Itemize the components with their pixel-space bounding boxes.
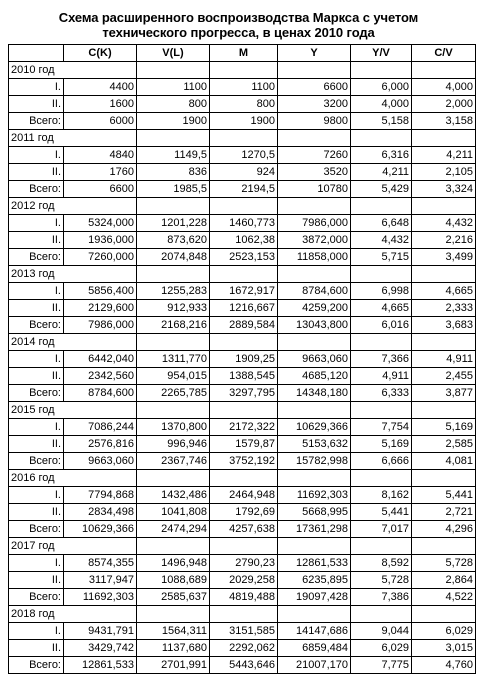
empty-cell[interactable] xyxy=(278,130,351,147)
value-cell-c[interactable]: 12861,533 xyxy=(64,657,137,674)
empty-cell[interactable] xyxy=(351,538,412,555)
empty-cell[interactable] xyxy=(210,266,278,283)
header-cell-y[interactable]: Y xyxy=(278,45,351,62)
value-cell-m[interactable]: 1460,773 xyxy=(210,215,278,232)
value-cell-m[interactable]: 3151,585 xyxy=(210,623,278,640)
value-cell-m[interactable]: 2194,5 xyxy=(210,181,278,198)
value-cell-y[interactable]: 3520 xyxy=(278,164,351,181)
value-cell-yv[interactable]: 7,386 xyxy=(351,589,412,606)
value-cell-v[interactable]: 873,620 xyxy=(137,232,210,249)
row-label-cell[interactable]: II. xyxy=(9,572,64,589)
value-cell-cv[interactable]: 4,665 xyxy=(412,283,476,300)
value-cell-yv[interactable]: 4,665 xyxy=(351,300,412,317)
value-cell-cv[interactable]: 2,585 xyxy=(412,436,476,453)
value-cell-yv[interactable]: 9,044 xyxy=(351,623,412,640)
empty-cell[interactable] xyxy=(210,62,278,79)
value-cell-c[interactable]: 9431,791 xyxy=(64,623,137,640)
row-label-cell[interactable]: Всего: xyxy=(9,113,64,130)
value-cell-v[interactable]: 912,933 xyxy=(137,300,210,317)
table-row xyxy=(9,215,476,232)
value-cell-c[interactable]: 3117,947 xyxy=(64,572,137,589)
value-cell-m[interactable]: 1388,545 xyxy=(210,368,278,385)
empty-cell[interactable] xyxy=(210,198,278,215)
value-cell-cv[interactable]: 6,029 xyxy=(412,623,476,640)
table-row xyxy=(9,640,476,657)
value-cell-c[interactable]: 3429,742 xyxy=(64,640,137,657)
empty-cell[interactable] xyxy=(210,402,278,419)
table-row xyxy=(9,555,476,572)
empty-cell[interactable] xyxy=(210,334,278,351)
value-cell-cv[interactable]: 4,522 xyxy=(412,589,476,606)
value-cell-cv[interactable]: 5,169 xyxy=(412,419,476,436)
value-cell-v[interactable]: 1137,680 xyxy=(137,640,210,657)
header-cell-label[interactable] xyxy=(9,45,64,62)
value-cell-v[interactable]: 1900 xyxy=(137,113,210,130)
header-cell-yv[interactable]: Y/V xyxy=(351,45,412,62)
row-label-cell[interactable]: Всего: xyxy=(9,317,64,334)
value-cell-y[interactable]: 11858,000 xyxy=(278,249,351,266)
value-cell-cv[interactable]: 5,728 xyxy=(412,555,476,572)
header-cell-c[interactable]: C(K) xyxy=(64,45,137,62)
row-label-cell[interactable]: Всего: xyxy=(9,385,64,402)
value-cell-cv[interactable]: 4,911 xyxy=(412,351,476,368)
value-cell-v[interactable]: 1432,486 xyxy=(137,487,210,504)
table-row xyxy=(9,419,476,436)
value-cell-c[interactable]: 1936,000 xyxy=(64,232,137,249)
value-cell-v[interactable]: 1100 xyxy=(137,79,210,96)
value-cell-yv[interactable]: 4,211 xyxy=(351,164,412,181)
value-cell-v[interactable]: 1311,770 xyxy=(137,351,210,368)
row-label-cell[interactable]: Всего: xyxy=(9,657,64,674)
year-label-cell[interactable]: 2013 год xyxy=(9,266,137,283)
year-label-cell[interactable]: 2015 год xyxy=(9,402,137,419)
value-cell-yv[interactable]: 6,029 xyxy=(351,640,412,657)
reproduction-table xyxy=(8,44,476,674)
value-cell-v[interactable]: 2168,216 xyxy=(137,317,210,334)
value-cell-y[interactable]: 19097,428 xyxy=(278,589,351,606)
table-row xyxy=(9,657,476,674)
table-row xyxy=(9,113,476,130)
table-row xyxy=(9,487,476,504)
value-cell-y[interactable]: 17361,298 xyxy=(278,521,351,538)
year-row xyxy=(9,334,476,351)
value-cell-cv[interactable]: 4,296 xyxy=(412,521,476,538)
value-cell-yv[interactable]: 6,998 xyxy=(351,283,412,300)
value-cell-c[interactable]: 7986,000 xyxy=(64,317,137,334)
table-body xyxy=(9,62,476,674)
value-cell-cv[interactable]: 5,441 xyxy=(412,487,476,504)
table-row xyxy=(9,351,476,368)
value-cell-m[interactable]: 5443,646 xyxy=(210,657,278,674)
empty-cell[interactable] xyxy=(137,130,210,147)
empty-cell[interactable] xyxy=(351,62,412,79)
value-cell-yv[interactable]: 7,366 xyxy=(351,351,412,368)
value-cell-c[interactable]: 2576,816 xyxy=(64,436,137,453)
value-cell-v[interactable]: 954,015 xyxy=(137,368,210,385)
value-cell-m[interactable]: 4819,488 xyxy=(210,589,278,606)
value-cell-yv[interactable]: 5,169 xyxy=(351,436,412,453)
row-label-cell[interactable]: I. xyxy=(9,623,64,640)
value-cell-y[interactable]: 15782,998 xyxy=(278,453,351,470)
value-cell-v[interactable]: 1985,5 xyxy=(137,181,210,198)
value-cell-v[interactable]: 2265,785 xyxy=(137,385,210,402)
value-cell-c[interactable]: 10629,366 xyxy=(64,521,137,538)
value-cell-yv[interactable]: 5,158 xyxy=(351,113,412,130)
empty-cell[interactable] xyxy=(210,606,278,623)
value-cell-m[interactable]: 4257,638 xyxy=(210,521,278,538)
year-row xyxy=(9,266,476,283)
year-label-cell[interactable]: 2012 год xyxy=(9,198,137,215)
row-label-cell[interactable]: I. xyxy=(9,351,64,368)
value-cell-c[interactable]: 1600 xyxy=(64,96,137,113)
value-cell-y[interactable]: 10629,366 xyxy=(278,419,351,436)
empty-cell[interactable] xyxy=(278,266,351,283)
value-cell-yv[interactable]: 6,316 xyxy=(351,147,412,164)
value-cell-c[interactable]: 2342,560 xyxy=(64,368,137,385)
empty-cell[interactable] xyxy=(137,538,210,555)
value-cell-m[interactable]: 1270,5 xyxy=(210,147,278,164)
year-row xyxy=(9,538,476,555)
empty-cell[interactable] xyxy=(412,266,476,283)
row-label-cell[interactable]: Всего: xyxy=(9,249,64,266)
value-cell-yv[interactable]: 4,432 xyxy=(351,232,412,249)
value-cell-yv[interactable]: 8,162 xyxy=(351,487,412,504)
year-row xyxy=(9,606,476,623)
value-cell-cv[interactable]: 3,683 xyxy=(412,317,476,334)
title-line-1: Схема расширенного воспроизводства Маркса с учетом xyxy=(58,10,419,25)
row-label-cell[interactable]: II. xyxy=(9,164,64,181)
table-row xyxy=(9,147,476,164)
empty-cell[interactable] xyxy=(210,470,278,487)
value-cell-c[interactable]: 7794,868 xyxy=(64,487,137,504)
value-cell-cv[interactable]: 4,081 xyxy=(412,453,476,470)
value-cell-v[interactable]: 1149,5 xyxy=(137,147,210,164)
table-row xyxy=(9,300,476,317)
value-cell-yv[interactable]: 5,429 xyxy=(351,181,412,198)
value-cell-yv[interactable]: 7,775 xyxy=(351,657,412,674)
value-cell-c[interactable]: 2129,600 xyxy=(64,300,137,317)
year-label-cell[interactable]: 2018 год xyxy=(9,606,137,623)
value-cell-m[interactable]: 1216,667 xyxy=(210,300,278,317)
year-label-cell[interactable]: 2017 год xyxy=(9,538,137,555)
empty-cell[interactable] xyxy=(412,538,476,555)
value-cell-m[interactable]: 2292,062 xyxy=(210,640,278,657)
year-row xyxy=(9,62,476,79)
table-row xyxy=(9,79,476,96)
value-cell-m[interactable]: 1672,917 xyxy=(210,283,278,300)
value-cell-y[interactable]: 3200 xyxy=(278,96,351,113)
value-cell-m[interactable]: 1100 xyxy=(210,79,278,96)
value-cell-yv[interactable]: 5,728 xyxy=(351,572,412,589)
value-cell-cv[interactable]: 4,211 xyxy=(412,147,476,164)
value-cell-v[interactable]: 996,946 xyxy=(137,436,210,453)
table-row xyxy=(9,181,476,198)
value-cell-cv[interactable]: 4,432 xyxy=(412,215,476,232)
empty-cell[interactable] xyxy=(278,198,351,215)
row-label-cell[interactable]: II. xyxy=(9,300,64,317)
value-cell-y[interactable]: 14348,180 xyxy=(278,385,351,402)
value-cell-c[interactable]: 4400 xyxy=(64,79,137,96)
header-cell-cv[interactable]: C/V xyxy=(412,45,476,62)
value-cell-yv[interactable]: 4,911 xyxy=(351,368,412,385)
value-cell-v[interactable]: 2701,991 xyxy=(137,657,210,674)
table-row xyxy=(9,368,476,385)
row-label-cell[interactable]: II. xyxy=(9,232,64,249)
table-row xyxy=(9,283,476,300)
title-line-2: технического прогресса, в ценах 2010 года xyxy=(102,25,375,40)
table-row xyxy=(9,623,476,640)
year-label-cell[interactable]: 2011 год xyxy=(9,130,137,147)
value-cell-yv[interactable]: 6,648 xyxy=(351,215,412,232)
value-cell-y[interactable]: 6859,484 xyxy=(278,640,351,657)
value-cell-y[interactable]: 10780 xyxy=(278,181,351,198)
value-cell-y[interactable]: 9663,060 xyxy=(278,351,351,368)
value-cell-m[interactable]: 1900 xyxy=(210,113,278,130)
table-row xyxy=(9,385,476,402)
value-cell-cv[interactable]: 3,499 xyxy=(412,249,476,266)
empty-cell[interactable] xyxy=(137,402,210,419)
value-cell-c[interactable]: 7260,000 xyxy=(64,249,137,266)
empty-cell[interactable] xyxy=(278,470,351,487)
value-cell-c[interactable]: 4840 xyxy=(64,147,137,164)
year-label-cell[interactable]: 2014 год xyxy=(9,334,137,351)
empty-cell[interactable] xyxy=(210,538,278,555)
value-cell-v[interactable]: 2367,746 xyxy=(137,453,210,470)
value-cell-c[interactable]: 5856,400 xyxy=(64,283,137,300)
value-cell-y[interactable]: 11692,303 xyxy=(278,487,351,504)
value-cell-c[interactable]: 8784,600 xyxy=(64,385,137,402)
table-row xyxy=(9,504,476,521)
table-row xyxy=(9,453,476,470)
empty-cell[interactable] xyxy=(137,198,210,215)
year-row xyxy=(9,402,476,419)
value-cell-m[interactable]: 3752,192 xyxy=(210,453,278,470)
table-row xyxy=(9,249,476,266)
row-label-cell[interactable]: I. xyxy=(9,487,64,504)
value-cell-cv[interactable]: 3,877 xyxy=(412,385,476,402)
value-cell-m[interactable]: 2790,23 xyxy=(210,555,278,572)
row-label-cell[interactable]: II. xyxy=(9,640,64,657)
value-cell-y[interactable]: 8784,600 xyxy=(278,283,351,300)
value-cell-y[interactable]: 4685,120 xyxy=(278,368,351,385)
value-cell-yv[interactable]: 6,666 xyxy=(351,453,412,470)
empty-cell[interactable] xyxy=(351,334,412,351)
value-cell-v[interactable]: 2585,637 xyxy=(137,589,210,606)
value-cell-yv[interactable]: 6,016 xyxy=(351,317,412,334)
header-cell-m[interactable]: M xyxy=(210,45,278,62)
value-cell-m[interactable]: 1062,38 xyxy=(210,232,278,249)
value-cell-v[interactable]: 2074,848 xyxy=(137,249,210,266)
empty-cell[interactable] xyxy=(351,198,412,215)
value-cell-m[interactable]: 924 xyxy=(210,164,278,181)
row-label-cell[interactable]: II. xyxy=(9,504,64,521)
value-cell-v[interactable]: 2474,294 xyxy=(137,521,210,538)
value-cell-y[interactable]: 21007,170 xyxy=(278,657,351,674)
value-cell-y[interactable]: 9800 xyxy=(278,113,351,130)
value-cell-cv[interactable]: 2,216 xyxy=(412,232,476,249)
value-cell-m[interactable]: 1792,69 xyxy=(210,504,278,521)
value-cell-y[interactable]: 3872,000 xyxy=(278,232,351,249)
row-label-cell[interactable]: Всего: xyxy=(9,181,64,198)
row-label-cell[interactable]: II. xyxy=(9,436,64,453)
table-row xyxy=(9,317,476,334)
empty-cell[interactable] xyxy=(278,402,351,419)
value-cell-y[interactable]: 13043,800 xyxy=(278,317,351,334)
row-label-cell[interactable]: Всего: xyxy=(9,589,64,606)
row-label-cell[interactable]: I. xyxy=(9,283,64,300)
value-cell-c[interactable]: 2834,498 xyxy=(64,504,137,521)
row-label-cell[interactable]: Всего: xyxy=(9,521,64,538)
value-cell-m[interactable]: 2029,258 xyxy=(210,572,278,589)
value-cell-m[interactable]: 2464,948 xyxy=(210,487,278,504)
row-label-cell[interactable]: I. xyxy=(9,555,64,572)
table-row xyxy=(9,589,476,606)
value-cell-v[interactable]: 1370,800 xyxy=(137,419,210,436)
value-cell-cv[interactable]: 2,455 xyxy=(412,368,476,385)
row-label-cell[interactable]: II. xyxy=(9,368,64,385)
value-cell-m[interactable]: 2523,153 xyxy=(210,249,278,266)
empty-cell[interactable] xyxy=(412,606,476,623)
year-row xyxy=(9,130,476,147)
year-label-cell[interactable]: 2010 год xyxy=(9,62,137,79)
empty-cell[interactable] xyxy=(137,334,210,351)
value-cell-y[interactable]: 7986,000 xyxy=(278,215,351,232)
value-cell-m[interactable]: 800 xyxy=(210,96,278,113)
table-row xyxy=(9,96,476,113)
value-cell-cv[interactable]: 4,000 xyxy=(412,79,476,96)
value-cell-cv[interactable]: 2,721 xyxy=(412,504,476,521)
value-cell-yv[interactable]: 6,000 xyxy=(351,79,412,96)
value-cell-c[interactable]: 1760 xyxy=(64,164,137,181)
value-cell-c[interactable]: 6442,040 xyxy=(64,351,137,368)
value-cell-v[interactable]: 1564,311 xyxy=(137,623,210,640)
value-cell-m[interactable]: 3297,795 xyxy=(210,385,278,402)
value-cell-yv[interactable]: 5,441 xyxy=(351,504,412,521)
value-cell-cv[interactable]: 3,324 xyxy=(412,181,476,198)
empty-cell[interactable] xyxy=(412,470,476,487)
value-cell-c[interactable]: 6000 xyxy=(64,113,137,130)
empty-cell[interactable] xyxy=(137,62,210,79)
value-cell-yv[interactable]: 6,333 xyxy=(351,385,412,402)
value-cell-yv[interactable]: 8,592 xyxy=(351,555,412,572)
value-cell-cv[interactable]: 2,000 xyxy=(412,96,476,113)
table-row xyxy=(9,572,476,589)
value-cell-c[interactable]: 6600 xyxy=(64,181,137,198)
value-cell-m[interactable]: 1909,25 xyxy=(210,351,278,368)
empty-cell[interactable] xyxy=(137,470,210,487)
empty-cell[interactable] xyxy=(137,266,210,283)
value-cell-y[interactable]: 5668,995 xyxy=(278,504,351,521)
empty-cell[interactable] xyxy=(278,538,351,555)
row-label-cell[interactable]: I. xyxy=(9,215,64,232)
row-label-cell[interactable]: I. xyxy=(9,147,64,164)
value-cell-y[interactable]: 6600 xyxy=(278,79,351,96)
value-cell-v[interactable]: 1041,808 xyxy=(137,504,210,521)
value-cell-yv[interactable]: 7,754 xyxy=(351,419,412,436)
empty-cell[interactable] xyxy=(351,606,412,623)
empty-cell[interactable] xyxy=(278,606,351,623)
row-label-cell[interactable]: I. xyxy=(9,419,64,436)
year-row xyxy=(9,198,476,215)
value-cell-yv[interactable]: 5,715 xyxy=(351,249,412,266)
year-row xyxy=(9,470,476,487)
value-cell-v[interactable]: 800 xyxy=(137,96,210,113)
value-cell-c[interactable]: 8574,355 xyxy=(64,555,137,572)
empty-cell[interactable] xyxy=(412,62,476,79)
value-cell-m[interactable]: 2889,584 xyxy=(210,317,278,334)
value-cell-cv[interactable]: 2,333 xyxy=(412,300,476,317)
value-cell-cv[interactable]: 4,760 xyxy=(412,657,476,674)
row-label-cell[interactable]: II. xyxy=(9,96,64,113)
value-cell-y[interactable]: 7260 xyxy=(278,147,351,164)
empty-cell[interactable] xyxy=(351,130,412,147)
row-label-cell[interactable]: I. xyxy=(9,79,64,96)
value-cell-cv[interactable]: 3,158 xyxy=(412,113,476,130)
value-cell-c[interactable]: 7086,244 xyxy=(64,419,137,436)
empty-cell[interactable] xyxy=(137,606,210,623)
value-cell-y[interactable]: 5153,632 xyxy=(278,436,351,453)
row-label-cell[interactable]: Всего: xyxy=(9,453,64,470)
value-cell-v[interactable]: 1255,283 xyxy=(137,283,210,300)
value-cell-y[interactable]: 12861,533 xyxy=(278,555,351,572)
value-cell-v[interactable]: 1496,948 xyxy=(137,555,210,572)
value-cell-yv[interactable]: 7,017 xyxy=(351,521,412,538)
year-label-cell[interactable]: 2016 год xyxy=(9,470,137,487)
empty-cell[interactable] xyxy=(412,130,476,147)
table-row xyxy=(9,232,476,249)
table-row xyxy=(9,164,476,181)
empty-cell[interactable] xyxy=(412,198,476,215)
value-cell-y[interactable]: 14147,686 xyxy=(278,623,351,640)
value-cell-cv[interactable]: 2,105 xyxy=(412,164,476,181)
value-cell-c[interactable]: 11692,303 xyxy=(64,589,137,606)
value-cell-y[interactable]: 6235,895 xyxy=(278,572,351,589)
empty-cell[interactable] xyxy=(351,266,412,283)
value-cell-y[interactable]: 4259,200 xyxy=(278,300,351,317)
empty-cell[interactable] xyxy=(278,334,351,351)
value-cell-cv[interactable]: 3,015 xyxy=(412,640,476,657)
empty-cell[interactable] xyxy=(351,402,412,419)
table-row xyxy=(9,436,476,453)
value-cell-c[interactable]: 9663,060 xyxy=(64,453,137,470)
value-cell-m[interactable]: 2172,322 xyxy=(210,419,278,436)
value-cell-m[interactable]: 1579,87 xyxy=(210,436,278,453)
value-cell-v[interactable]: 1088,689 xyxy=(137,572,210,589)
empty-cell[interactable] xyxy=(412,334,476,351)
empty-cell[interactable] xyxy=(412,402,476,419)
sheet-title xyxy=(0,10,477,40)
table-row xyxy=(9,521,476,538)
empty-cell[interactable] xyxy=(278,62,351,79)
value-cell-v[interactable]: 1201,228 xyxy=(137,215,210,232)
empty-cell[interactable] xyxy=(210,130,278,147)
value-cell-v[interactable]: 836 xyxy=(137,164,210,181)
value-cell-c[interactable]: 5324,000 xyxy=(64,215,137,232)
value-cell-yv[interactable]: 4,000 xyxy=(351,96,412,113)
value-cell-cv[interactable]: 2,864 xyxy=(412,572,476,589)
header-row xyxy=(9,45,476,62)
header-cell-v[interactable]: V(L) xyxy=(137,45,210,62)
empty-cell[interactable] xyxy=(351,470,412,487)
